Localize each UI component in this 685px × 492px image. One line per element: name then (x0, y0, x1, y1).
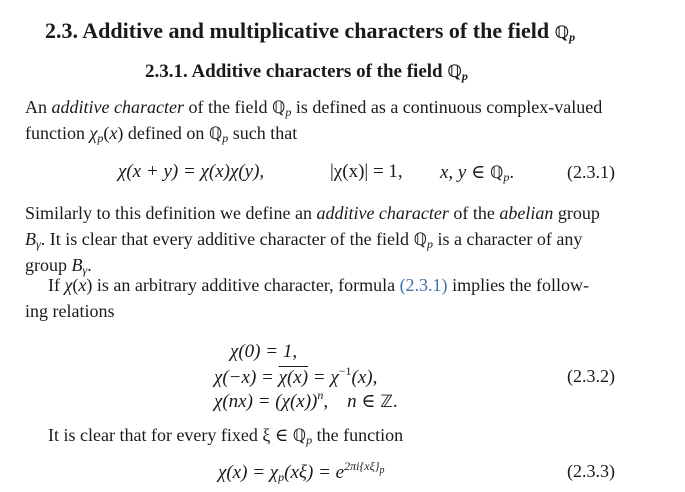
equation-reference-link[interactable]: (2.3.1) (399, 275, 448, 295)
math-text: (x), (351, 367, 378, 388)
math-conjugate: χ(x) (278, 367, 309, 388)
equation-row (214, 388, 398, 413)
math-subscript: p (278, 470, 285, 484)
math-text: , n ∈ (323, 391, 381, 412)
math-subscript: p (379, 465, 385, 476)
field-symbol: ℚ (447, 62, 462, 82)
math-symbol: χ (89, 123, 98, 143)
equation-row: χ(0) = 1, (230, 341, 298, 362)
math-superscript: n (317, 388, 324, 402)
math-superscript: −1 (338, 364, 352, 378)
math-symbol: x (109, 123, 118, 143)
text-span: defined on (123, 123, 209, 143)
paragraph-line (25, 229, 582, 252)
equation-part: x, y ∈ ℚ$_p$. (440, 162, 515, 184)
text-span: is defined as a continuous complex-valued (291, 97, 603, 117)
math-symbol: B (71, 255, 83, 275)
field-subscript: p (461, 69, 468, 83)
emphasis: additive character (316, 203, 449, 223)
paragraph-line (25, 203, 600, 224)
text-span: of the (448, 203, 500, 223)
section-heading (45, 18, 575, 45)
field-symbol: ℚ (208, 124, 223, 144)
math-symbol: B (25, 229, 36, 249)
paragraph-line: If χ(x) is an arbitrary additive character, formula (2.3.1) implies the follow- (48, 275, 590, 295)
text-span: group (25, 255, 72, 275)
text-span: . It is clear that every additive character of the field (40, 229, 414, 249)
math-superscript: 2πi{xξ} (344, 459, 380, 473)
math-subscript: γ (82, 263, 88, 277)
paragraph-line: function $\chi_p(x)$ defined on ℚ$_p$ such that (25, 123, 298, 145)
field-subscript: p (569, 30, 576, 44)
math-subscript: p (97, 131, 104, 145)
text-span: is an arbitrary additive character, formula (92, 275, 400, 295)
equation-number: (2.3.2) (567, 366, 615, 386)
math-text: x, y ∈ (440, 162, 490, 183)
paragraph-line (48, 425, 403, 448)
field-symbol: ℚ (292, 426, 307, 446)
math-symbol: x (78, 275, 87, 295)
field-symbol: ℚ (271, 98, 286, 118)
paragraph-line: ing relations (25, 301, 115, 321)
subsection-heading (145, 61, 468, 84)
text-span: function (25, 123, 90, 143)
equation-number: (2.3.1) (567, 162, 615, 182)
text-span: is a character of any (432, 229, 583, 249)
section-title: Additive and multiplicative characters of the field (82, 18, 555, 43)
text-span: Similarly to this definition we define an (25, 203, 317, 223)
math-text: χ(nx) = (χ(x)) (214, 391, 318, 412)
math-text: χ(−x) = (214, 367, 279, 388)
integers-symbol: ℤ (380, 392, 393, 412)
text-span: An (25, 97, 52, 117)
paragraph-line: group $B_\gamma$. (25, 255, 92, 277)
text-span: of the field (183, 97, 272, 117)
math-text: = χ (308, 367, 339, 388)
field-subscript: p (503, 170, 510, 184)
equation-part: |χ(x)| = 1, (330, 161, 403, 182)
math-text: . (392, 391, 398, 412)
math-symbol: χ (64, 275, 73, 295)
equation-row (214, 364, 377, 389)
text-span: If (48, 275, 65, 295)
field-symbol: ℚ (554, 23, 570, 43)
paragraph-line (25, 97, 602, 120)
field-subscript: p (222, 131, 229, 145)
equation-row (218, 459, 385, 485)
math-subscript: γ (36, 237, 41, 251)
section-number: 2.3. (45, 18, 78, 43)
math-text: χ(x) = χ (218, 462, 279, 483)
field-symbol: ℚ (413, 230, 427, 250)
text-span: such that (228, 123, 298, 143)
text-span: group (553, 203, 600, 223)
field-subscript: p (426, 237, 433, 251)
emphasis: abelian (499, 203, 554, 223)
field-subscript: p (306, 433, 313, 447)
math-text: (xξ) = e (284, 462, 345, 483)
equation-number: (2.3.3) (567, 461, 615, 481)
subsection-number: 2.3.1. (145, 61, 188, 82)
field-subscript: p (285, 105, 292, 119)
subsection-title: Additive characters of the field (191, 61, 448, 82)
text-span: implies the follow- (447, 275, 590, 295)
text-span: the function (312, 425, 404, 445)
equation-part: χ(x + y) = χ(x)χ(y), (118, 161, 265, 182)
emphasis: additive character (51, 97, 184, 117)
text-span: It is clear that for every fixed ξ ∈ (48, 425, 293, 445)
field-symbol: ℚ (489, 163, 504, 183)
